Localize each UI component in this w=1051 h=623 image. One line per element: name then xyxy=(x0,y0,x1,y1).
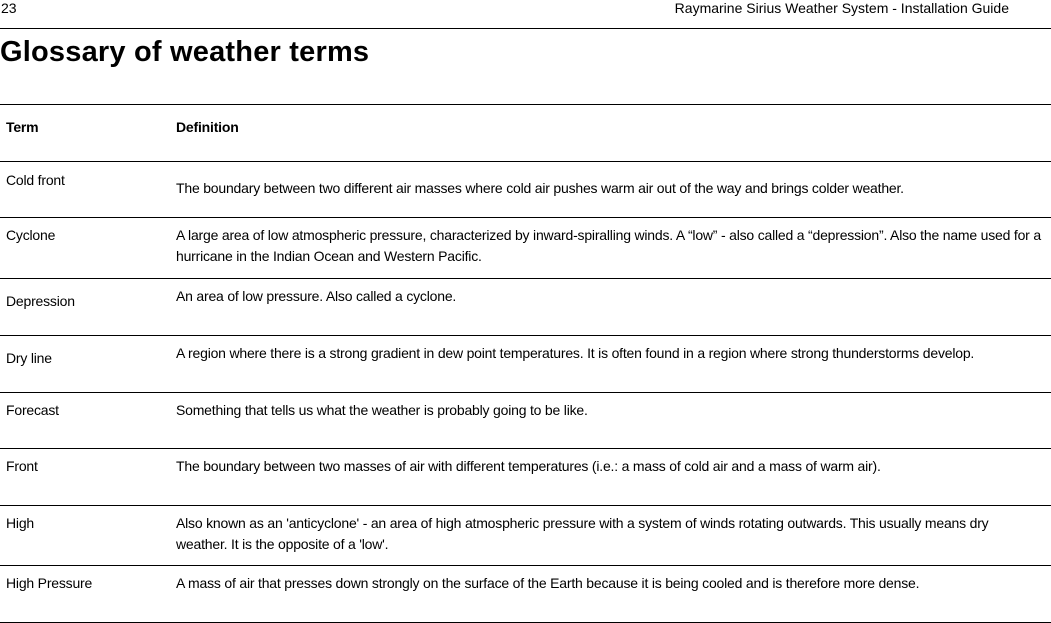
glossary-definition: A region where there is a strong gradient in dew point temperatures. It is often found in a region where strong thunderstorms develop. xyxy=(176,345,975,361)
table-row xyxy=(0,566,1051,623)
page-header xyxy=(0,0,1051,29)
glossary-term: Depression xyxy=(6,293,75,309)
table-row xyxy=(0,449,1051,506)
glossary-definition: A large area of low atmospheric pressure, characterized by inward-spiralling winds. A “low” - also called a “depression”. Also the name used for a hurricane in the Indian Ocean and Western Pacific. xyxy=(176,227,1041,264)
glossary-term: Cyclone xyxy=(6,227,56,243)
glossary-definition: The boundary between two different air masses where cold air pushes warm air out of the way and brings colder weather. xyxy=(176,180,904,196)
glossary-definition: Also known as an 'anticyclone' - an area of high atmospheric pressure with a system of winds rotating outwards. This usually means dry weather. It is the opposite of a 'low'. xyxy=(176,515,989,552)
table-row xyxy=(0,506,1051,566)
glossary-definition: A mass of air that presses down strongly on the surface of the Earth because it is being cooled and is therefore more dense. xyxy=(176,575,920,591)
glossary-term: Forecast xyxy=(6,402,59,418)
glossary-term: Dry line xyxy=(6,350,52,366)
glossary-definition: An area of low pressure. Also called a cyclone. xyxy=(176,288,457,304)
glossary-definition: The boundary between two masses of air with different temperatures (i.e.: a mass of cold air and a mass of warm air). xyxy=(176,458,881,474)
glossary-term: Front xyxy=(6,458,38,474)
glossary-term: High xyxy=(6,515,34,531)
page-number: 23 xyxy=(1,0,17,16)
table-row xyxy=(0,162,1051,218)
running-title: Raymarine Sirius Weather System - Installation Guide xyxy=(674,0,1009,16)
column-header-definition: Definition xyxy=(176,119,239,135)
glossary-term: High Pressure xyxy=(6,575,93,591)
glossary-term: Cold front xyxy=(6,172,65,188)
table-row xyxy=(0,279,1051,336)
table-row xyxy=(0,393,1051,449)
column-header-term: Term xyxy=(6,119,39,135)
table-row xyxy=(0,218,1051,279)
table-header-row xyxy=(0,105,1051,162)
page-title: Glossary of weather terms xyxy=(0,36,370,68)
glossary-table xyxy=(0,104,1051,623)
table-row xyxy=(0,336,1051,393)
glossary-definition: Something that tells us what the weather is probably going to be like. xyxy=(176,402,588,418)
